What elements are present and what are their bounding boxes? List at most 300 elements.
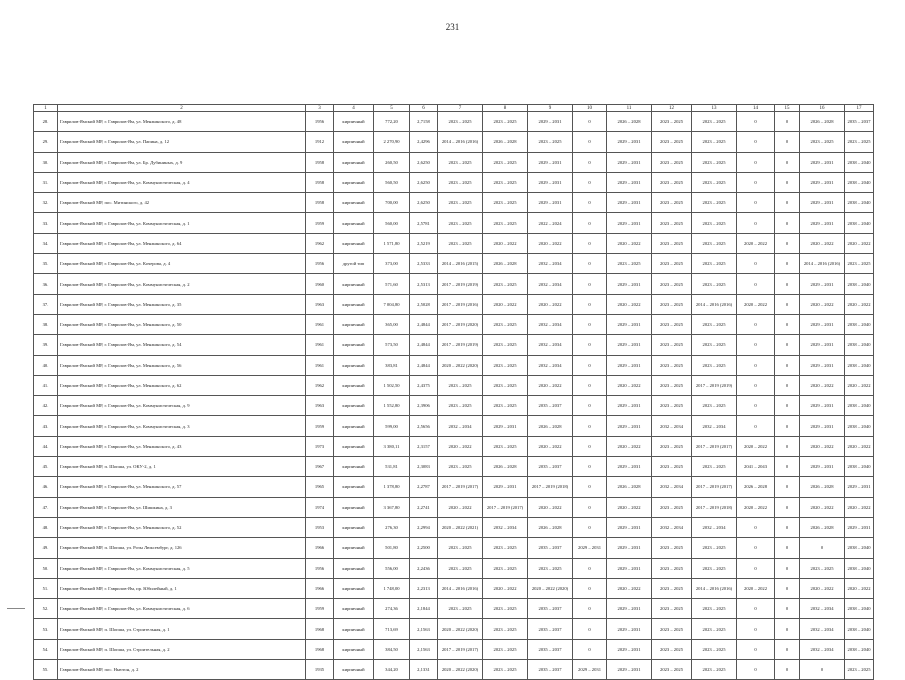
table-cell: 2038 – 2040 bbox=[845, 619, 874, 639]
table-cell: 276,30 bbox=[374, 517, 410, 537]
table-cell: 1912 bbox=[306, 132, 334, 152]
table-cell: 344,20 bbox=[374, 660, 410, 680]
address-cell: Гаврилов-Ямский МР, п. Шопша, ул. Строительная, д. 1 bbox=[58, 619, 306, 639]
table-cell: 2029 – 2031 bbox=[528, 172, 573, 192]
table-cell: 2023 – 2025 bbox=[692, 132, 737, 152]
table-cell: 2035 – 2037 bbox=[528, 396, 573, 416]
table-cell: 1953 bbox=[306, 517, 334, 537]
table-cell: 2020 – 2022 bbox=[483, 233, 528, 253]
column-number: 5 bbox=[374, 105, 410, 112]
table-cell: 0 bbox=[775, 599, 800, 619]
table-row bbox=[34, 213, 874, 233]
table-cell: 2023 – 2025 bbox=[607, 254, 652, 274]
table-cell: 2023 – 2025 bbox=[438, 112, 483, 132]
address-cell: Гаврилов-Ямский МР, п. Шопша, ул. Розы Люксембург, д. 126 bbox=[58, 538, 306, 558]
table-cell: кирпичный bbox=[334, 599, 374, 619]
table-cell: 2023 – 2025 bbox=[438, 375, 483, 395]
address-cell: Гаврилов-Ямский МР, г. Гаврилов-Ям, ул. Коммунистическая, д. 6 bbox=[58, 599, 306, 619]
table-cell: 2023 – 2025 bbox=[652, 660, 692, 680]
table-cell: 2023 – 2025 bbox=[483, 314, 528, 334]
table-cell: 2026 – 2028 bbox=[483, 254, 528, 274]
table-cell: 0 bbox=[775, 538, 800, 558]
table-cell: 501,80 bbox=[374, 538, 410, 558]
table-cell: 7 004,80 bbox=[374, 294, 410, 314]
column-number: 3 bbox=[306, 105, 334, 112]
table-cell: 2038 – 2040 bbox=[845, 213, 874, 233]
table-cell: 0 bbox=[737, 335, 775, 355]
table-cell: 2022 – 2024 bbox=[528, 213, 573, 233]
table-cell: 44. bbox=[34, 436, 58, 456]
table-cell: 1963 bbox=[306, 396, 334, 416]
table-cell: 2038 – 2040 bbox=[845, 193, 874, 213]
table-cell: 2038 – 2040 bbox=[845, 274, 874, 294]
table-cell: 0 bbox=[573, 112, 607, 132]
table-cell: 1959 bbox=[306, 599, 334, 619]
table-cell: 2026 – 2028 bbox=[483, 132, 528, 152]
table-row bbox=[34, 375, 874, 395]
table-cell: 2023 – 2025 bbox=[483, 274, 528, 294]
table-cell: 31. bbox=[34, 172, 58, 192]
table-cell: 0 bbox=[573, 477, 607, 497]
table-cell: 1 378,80 bbox=[374, 477, 410, 497]
table-cell: 2029 – 2031 bbox=[607, 213, 652, 233]
table-cell: 52. bbox=[34, 599, 58, 619]
table-cell: 0 bbox=[573, 294, 607, 314]
table-cell: 48. bbox=[34, 517, 58, 537]
table-cell: 0 bbox=[573, 599, 607, 619]
table-cell: 1 552,80 bbox=[374, 396, 410, 416]
address-cell: Гаврилов-Ямский МР, г. Гаврилов-Ям, ул. Шишкина, д. 3 bbox=[58, 497, 306, 517]
table-cell: 1962 bbox=[306, 233, 334, 253]
table-cell: 2023 – 2025 bbox=[692, 172, 737, 192]
column-number: 15 bbox=[775, 105, 800, 112]
table-cell: 2038 – 2040 bbox=[845, 314, 874, 334]
table-cell: 2,5219 bbox=[410, 233, 438, 253]
address-cell: Гаврилов-Ямский МР, г. Гаврилов-Ям, ул. Менжинского, д. 54 bbox=[58, 335, 306, 355]
table-cell: 0 bbox=[737, 558, 775, 578]
page-number: 231 bbox=[445, 22, 460, 32]
column-number: 16 bbox=[800, 105, 845, 112]
table-cell: 38. bbox=[34, 314, 58, 334]
table-cell: 2,1563 bbox=[410, 639, 438, 659]
table-cell: 50. bbox=[34, 558, 58, 578]
table-cell: 2029 – 2031 bbox=[607, 639, 652, 659]
table-cell: 2,5656 bbox=[410, 416, 438, 436]
table-cell: 0 bbox=[775, 355, 800, 375]
table-cell: 2038 – 2040 bbox=[845, 172, 874, 192]
table-cell: 560,50 bbox=[374, 172, 410, 192]
table-row bbox=[34, 112, 874, 132]
address-cell: Гаврилов-Ямский МР, г. Гаврилов-Ям, ул. Кочерова, д. 4 bbox=[58, 254, 306, 274]
table-cell: 1 502,50 bbox=[374, 375, 410, 395]
table-cell: кирпичный bbox=[334, 375, 374, 395]
table-cell: 2023 – 2025 bbox=[438, 599, 483, 619]
table-cell: 2026 – 2028 bbox=[483, 457, 528, 477]
table-cell: 0 bbox=[775, 517, 800, 537]
table-cell: 0 bbox=[737, 132, 775, 152]
table-cell: 1958 bbox=[306, 193, 334, 213]
table-cell: 2,3906 bbox=[410, 396, 438, 416]
table-cell: 2035 – 2037 bbox=[528, 457, 573, 477]
table-cell: 2014 – 2016 (2016) bbox=[800, 254, 845, 274]
table-cell: 2029 – 2031 bbox=[607, 172, 652, 192]
table-cell: 1968 bbox=[306, 619, 334, 639]
table-cell: кирпичный bbox=[334, 416, 374, 436]
table-cell: 560,00 bbox=[374, 213, 410, 233]
table-cell: 2023 – 2025 bbox=[483, 355, 528, 375]
table-cell: 2029 – 2031 bbox=[800, 172, 845, 192]
table-cell: 2023 – 2025 bbox=[438, 172, 483, 192]
table-cell: 2,2313 bbox=[410, 578, 438, 598]
table-cell: 1968 bbox=[306, 639, 334, 659]
table-cell: 2029 – 2031 bbox=[800, 152, 845, 172]
table-cell: 28. bbox=[34, 112, 58, 132]
table-cell: 2,5313 bbox=[410, 274, 438, 294]
table-cell: 2,1331 bbox=[410, 660, 438, 680]
table-cell: 2032 – 2034 bbox=[692, 517, 737, 537]
table-cell: 2023 – 2025 bbox=[692, 639, 737, 659]
table-cell: 0 bbox=[737, 639, 775, 659]
table-cell: 2032 – 2034 bbox=[800, 639, 845, 659]
table-cell: 2,6250 bbox=[410, 172, 438, 192]
address-cell: Гаврилов-Ямский МР, г. Гаврилов-Ям, ул. Коммунистическая, д. 5 bbox=[58, 558, 306, 578]
table-cell: кирпичный bbox=[334, 193, 374, 213]
table-cell: 2023 – 2025 bbox=[483, 152, 528, 172]
table-cell: 2026 – 2028 bbox=[528, 416, 573, 436]
table-cell: 43. bbox=[34, 416, 58, 436]
table-cell: 2038 – 2040 bbox=[845, 639, 874, 659]
table-cell: 2017 – 2019 (2016) bbox=[438, 294, 483, 314]
table-cell: 2032 – 2034 bbox=[528, 314, 573, 334]
table-cell: 0 bbox=[775, 375, 800, 395]
table-cell: 2023 – 2025 bbox=[692, 112, 737, 132]
table-cell: 2023 – 2025 bbox=[652, 294, 692, 314]
table-cell: 2020 – 2022 bbox=[800, 436, 845, 456]
table-cell: 2014 – 2016 (2016) bbox=[438, 578, 483, 598]
table-cell: 2,5333 bbox=[410, 254, 438, 274]
column-number: 11 bbox=[607, 105, 652, 112]
table-cell: 2020 – 2022 bbox=[607, 375, 652, 395]
table-cell: 0 bbox=[573, 254, 607, 274]
table-cell: 2041 – 2043 bbox=[737, 457, 775, 477]
table-cell: 2023 – 2025 bbox=[528, 558, 573, 578]
table-cell: 41. bbox=[34, 375, 58, 395]
table-cell: 2032 – 2034 bbox=[652, 416, 692, 436]
column-number: 2 bbox=[58, 105, 306, 112]
table-cell: 2029 – 2031 bbox=[845, 477, 874, 497]
table-cell: 2023 – 2025 bbox=[652, 152, 692, 172]
column-number: 8 bbox=[483, 105, 528, 112]
table-cell: 2020 – 2022 bbox=[607, 233, 652, 253]
table-cell: 571,60 bbox=[374, 274, 410, 294]
table-cell: 0 bbox=[775, 477, 800, 497]
table-cell: 36. bbox=[34, 274, 58, 294]
table-cell: 1958 bbox=[306, 152, 334, 172]
table-cell: 2,6250 bbox=[410, 152, 438, 172]
table-cell: 274,36 bbox=[374, 599, 410, 619]
table-cell: 2023 – 2025 bbox=[692, 660, 737, 680]
table-cell: 0 bbox=[737, 599, 775, 619]
table-cell: 2029 – 2031 bbox=[607, 558, 652, 578]
table-cell: 260,50 bbox=[374, 152, 410, 172]
table-cell: 0 bbox=[775, 132, 800, 152]
table-cell: 2023 – 2025 bbox=[652, 112, 692, 132]
table-cell: 2020 – 2022 bbox=[607, 578, 652, 598]
table-cell: 2,6250 bbox=[410, 193, 438, 213]
table-cell: 0 bbox=[573, 619, 607, 639]
table-cell: 2035 – 2037 bbox=[528, 599, 573, 619]
table-cell: 1973 bbox=[306, 436, 334, 456]
table-cell: 2029 – 2031 bbox=[483, 416, 528, 436]
table-cell: 54. bbox=[34, 639, 58, 659]
table-cell: 0 bbox=[737, 314, 775, 334]
table-cell: 2020 – 2022 bbox=[845, 375, 874, 395]
table-cell: кирпичный bbox=[334, 477, 374, 497]
table-cell: 2023 – 2025 bbox=[692, 558, 737, 578]
table-row bbox=[34, 254, 874, 274]
table-cell: 2023 – 2025 bbox=[845, 132, 874, 152]
address-cell: Гаврилов-Ямский МР, г. Гаврилов-Ям, ул. Менжинского, д. 50 bbox=[58, 314, 306, 334]
table-cell: 2029 – 2031 bbox=[528, 112, 573, 132]
table-cell: 2020 – 2022 bbox=[845, 294, 874, 314]
table-cell: 2029 – 2031 bbox=[607, 517, 652, 537]
table-cell: 373,00 bbox=[374, 254, 410, 274]
table-cell: 2,2787 bbox=[410, 477, 438, 497]
table-cell: 2029 – 2031 bbox=[800, 213, 845, 233]
table-cell: 2023 – 2025 bbox=[652, 578, 692, 598]
table-cell: 2020 – 2022 bbox=[737, 294, 775, 314]
table-cell: кирпичный bbox=[334, 517, 374, 537]
table-cell: 2029 – 2031 bbox=[528, 152, 573, 172]
table-cell: 2020 – 2022 bbox=[800, 233, 845, 253]
table-cell: 2038 – 2040 bbox=[845, 457, 874, 477]
table-row bbox=[34, 457, 874, 477]
table-cell: 1935 bbox=[306, 660, 334, 680]
table-cell: кирпичный bbox=[334, 112, 374, 132]
table-row bbox=[34, 274, 874, 294]
table-cell: 2,4844 bbox=[410, 314, 438, 334]
table-cell: 2020 – 2022 (2020) bbox=[438, 619, 483, 639]
table-cell: 2038 – 2040 bbox=[845, 558, 874, 578]
table-cell: 2032 – 2034 bbox=[528, 274, 573, 294]
table-cell: 0 bbox=[737, 254, 775, 274]
table-cell: 0 bbox=[775, 233, 800, 253]
table-cell: 53. bbox=[34, 619, 58, 639]
table-cell: 2017 – 2019 (2017) bbox=[438, 477, 483, 497]
table-cell: 1961 bbox=[306, 314, 334, 334]
table-cell: 2029 – 2031 bbox=[607, 619, 652, 639]
table-cell: 2023 – 2025 bbox=[483, 172, 528, 192]
table-cell: 2023 – 2025 bbox=[483, 335, 528, 355]
table-cell: 2023 – 2025 bbox=[800, 558, 845, 578]
table-cell: 2020 – 2022 bbox=[607, 497, 652, 517]
table-cell: 39. bbox=[34, 335, 58, 355]
table-row bbox=[34, 193, 874, 213]
address-cell: Гаврилов-Ямский МР, г. Гаврилов-Ям, ул. Коммунистическая, д. 9 bbox=[58, 396, 306, 416]
table-cell: 2020 – 2022 (2020) bbox=[438, 660, 483, 680]
table-cell: кирпичный bbox=[334, 213, 374, 233]
table-cell: 34. bbox=[34, 233, 58, 253]
column-number: 12 bbox=[652, 105, 692, 112]
table-cell: 2023 – 2025 bbox=[692, 599, 737, 619]
table-cell: 2023 – 2025 bbox=[483, 639, 528, 659]
table-cell: 0 bbox=[775, 436, 800, 456]
table-cell: 2038 – 2040 bbox=[845, 538, 874, 558]
table-cell: 2023 – 2025 bbox=[692, 335, 737, 355]
table-cell: 2035 – 2037 bbox=[528, 619, 573, 639]
table-cell: 2023 – 2025 bbox=[652, 213, 692, 233]
table-cell: 2020 – 2022 bbox=[528, 375, 573, 395]
table-cell: 1967 bbox=[306, 457, 334, 477]
table-cell: 0 bbox=[775, 619, 800, 639]
table-cell: 1974 bbox=[306, 497, 334, 517]
table-cell: 2023 – 2025 bbox=[483, 538, 528, 558]
table-cell: 2023 – 2025 bbox=[438, 213, 483, 233]
address-cell: Гаврилов-Ямский МР, г. Гаврилов-Ям, ул. Менжинского, д. 62 bbox=[58, 375, 306, 395]
table-cell: кирпичный bbox=[334, 558, 374, 578]
table-cell: 30. bbox=[34, 152, 58, 172]
address-cell: Гаврилов-Ямский МР, г. Гаврилов-Ям, ул. Менжинского, д. 48 bbox=[58, 112, 306, 132]
table-row bbox=[34, 355, 874, 375]
table-cell: 2029 – 2031 bbox=[800, 335, 845, 355]
table-row bbox=[34, 558, 874, 578]
table-cell: 2023 – 2025 bbox=[692, 213, 737, 233]
table-row bbox=[34, 152, 874, 172]
table-cell: 2035 – 2037 bbox=[528, 538, 573, 558]
table-cell: 2020 – 2022 bbox=[845, 233, 874, 253]
table-cell: 2023 – 2025 bbox=[845, 254, 874, 274]
address-cell: Гаврилов-Ямский МР, г. Гаврилов-Ям, ул. Менжинского, д. 57 bbox=[58, 477, 306, 497]
table-cell: 2023 – 2025 bbox=[692, 396, 737, 416]
table-cell: 1958 bbox=[306, 172, 334, 192]
table-cell: 2023 – 2025 bbox=[692, 152, 737, 172]
table-cell: 2035 – 2037 bbox=[528, 639, 573, 659]
table-cell: 2014 – 2016 (2016) bbox=[692, 578, 737, 598]
table-cell: 2,4844 bbox=[410, 335, 438, 355]
table-cell: 2023 – 2025 bbox=[483, 396, 528, 416]
table-cell: 0 bbox=[737, 396, 775, 416]
table-cell: 0 bbox=[775, 112, 800, 132]
table-cell: 2032 – 2034 bbox=[483, 517, 528, 537]
table-cell: 0 bbox=[573, 497, 607, 517]
table-cell: 2023 – 2025 bbox=[652, 396, 692, 416]
table-cell: 2029 – 2031 bbox=[800, 314, 845, 334]
table-cell: 2032 – 2034 bbox=[528, 335, 573, 355]
table-row bbox=[34, 578, 874, 598]
table-cell: 2014 – 2016 (2015) bbox=[438, 254, 483, 274]
table-cell: 2023 – 2025 bbox=[483, 213, 528, 233]
table-cell: 365,00 bbox=[374, 314, 410, 334]
table-cell: 42. bbox=[34, 396, 58, 416]
table-cell: 2023 – 2025 bbox=[438, 193, 483, 213]
table-cell: 2032 – 2034 bbox=[800, 599, 845, 619]
table-cell: 2032 – 2034 bbox=[438, 416, 483, 436]
table-cell: 2,3083 bbox=[410, 457, 438, 477]
table-cell: кирпичный bbox=[334, 274, 374, 294]
table-cell: 2029 – 2031 bbox=[528, 193, 573, 213]
table-cell: 2026 – 2028 bbox=[800, 112, 845, 132]
table-cell: 2029 – 2031 bbox=[800, 396, 845, 416]
table-cell: кирпичный bbox=[334, 639, 374, 659]
table-cell: 2023 – 2025 bbox=[692, 193, 737, 213]
table-cell: кирпичный bbox=[334, 497, 374, 517]
table-cell: 2023 – 2025 bbox=[438, 233, 483, 253]
table-row bbox=[34, 396, 874, 416]
table-row bbox=[34, 233, 874, 253]
table-cell: 2029 – 2031 bbox=[607, 335, 652, 355]
table-cell: кирпичный bbox=[334, 335, 374, 355]
column-number: 4 bbox=[334, 105, 374, 112]
table-cell: 2032 – 2034 bbox=[528, 355, 573, 375]
table-cell: 1961 bbox=[306, 335, 334, 355]
table-row bbox=[34, 619, 874, 639]
address-cell: Гаврилов-Ямский МР, пос. Ньютон, д. 2 bbox=[58, 660, 306, 680]
table-cell: 2023 – 2025 bbox=[652, 558, 692, 578]
address-cell: Гаврилов-Ямский МР, г. Гаврилов-Ям, ул. Коммунистическая, д. 3 bbox=[58, 416, 306, 436]
table-cell: 0 bbox=[775, 660, 800, 680]
table-cell: 2023 – 2025 bbox=[652, 274, 692, 294]
table-cell: 0 bbox=[573, 436, 607, 456]
table-cell: 2017 – 2019 (2020) bbox=[438, 314, 483, 334]
table-row bbox=[34, 517, 874, 537]
address-cell: Гаврилов-Ямский МР, г. Гаврилов-Ям, пр. Юбилейный, д. 1 bbox=[58, 578, 306, 598]
table-cell: 2029 – 2031 bbox=[607, 599, 652, 619]
table-cell: 2,7158 bbox=[410, 112, 438, 132]
table-cell: 2023 – 2025 bbox=[652, 172, 692, 192]
table-cell: 0 bbox=[573, 396, 607, 416]
table-cell: 0 bbox=[775, 335, 800, 355]
table-cell: 2023 – 2025 bbox=[652, 436, 692, 456]
table-cell: 0 bbox=[573, 517, 607, 537]
table-cell: 2032 – 2034 bbox=[692, 416, 737, 436]
table-cell: 556,00 bbox=[374, 558, 410, 578]
table-cell: 2020 – 2022 bbox=[483, 578, 528, 598]
table-cell: 2017 – 2019 (2018) bbox=[692, 497, 737, 517]
table-cell: 772,20 bbox=[374, 112, 410, 132]
table-cell: 2023 – 2025 bbox=[652, 457, 692, 477]
table-cell: 2020 – 2022 (2021) bbox=[438, 517, 483, 537]
table-cell: 2020 – 2022 bbox=[845, 578, 874, 598]
table-cell: 2023 – 2025 bbox=[652, 233, 692, 253]
table-cell: 2023 – 2025 bbox=[652, 193, 692, 213]
table-cell: 2023 – 2025 bbox=[692, 274, 737, 294]
table-cell: 1956 bbox=[306, 254, 334, 274]
table-cell: 2017 – 2019 (2017) bbox=[692, 436, 737, 456]
table-cell: 2038 – 2040 bbox=[845, 396, 874, 416]
table-cell: 1959 bbox=[306, 416, 334, 436]
table-cell: другой тип bbox=[334, 254, 374, 274]
table-cell: 2029 – 2031 bbox=[800, 193, 845, 213]
table-cell: 2017 – 2019 (2017) bbox=[438, 639, 483, 659]
table-cell: 2,1844 bbox=[410, 599, 438, 619]
table-cell: кирпичный bbox=[334, 619, 374, 639]
table-cell: 2014 – 2016 (2016) bbox=[438, 132, 483, 152]
table-cell: 29. bbox=[34, 132, 58, 152]
table-row bbox=[34, 294, 874, 314]
table-cell: 0 bbox=[737, 619, 775, 639]
table-cell: 46. bbox=[34, 477, 58, 497]
column-number: 1 bbox=[34, 105, 58, 112]
table-cell: 2038 – 2040 bbox=[845, 355, 874, 375]
table-cell: 2029 – 2031 bbox=[607, 274, 652, 294]
table-cell: 1966 bbox=[306, 578, 334, 598]
table-cell: 0 bbox=[775, 294, 800, 314]
table-cell: 0 bbox=[775, 172, 800, 192]
address-cell: Гаврилов-Ямский МР, г. Гаврилов-Ям, ул. Коммунистическая, д. 2 bbox=[58, 274, 306, 294]
table-cell: 2020 – 2022 bbox=[607, 294, 652, 314]
table-cell: 2020 – 2022 bbox=[737, 578, 775, 598]
table-cell: 0 bbox=[775, 274, 800, 294]
